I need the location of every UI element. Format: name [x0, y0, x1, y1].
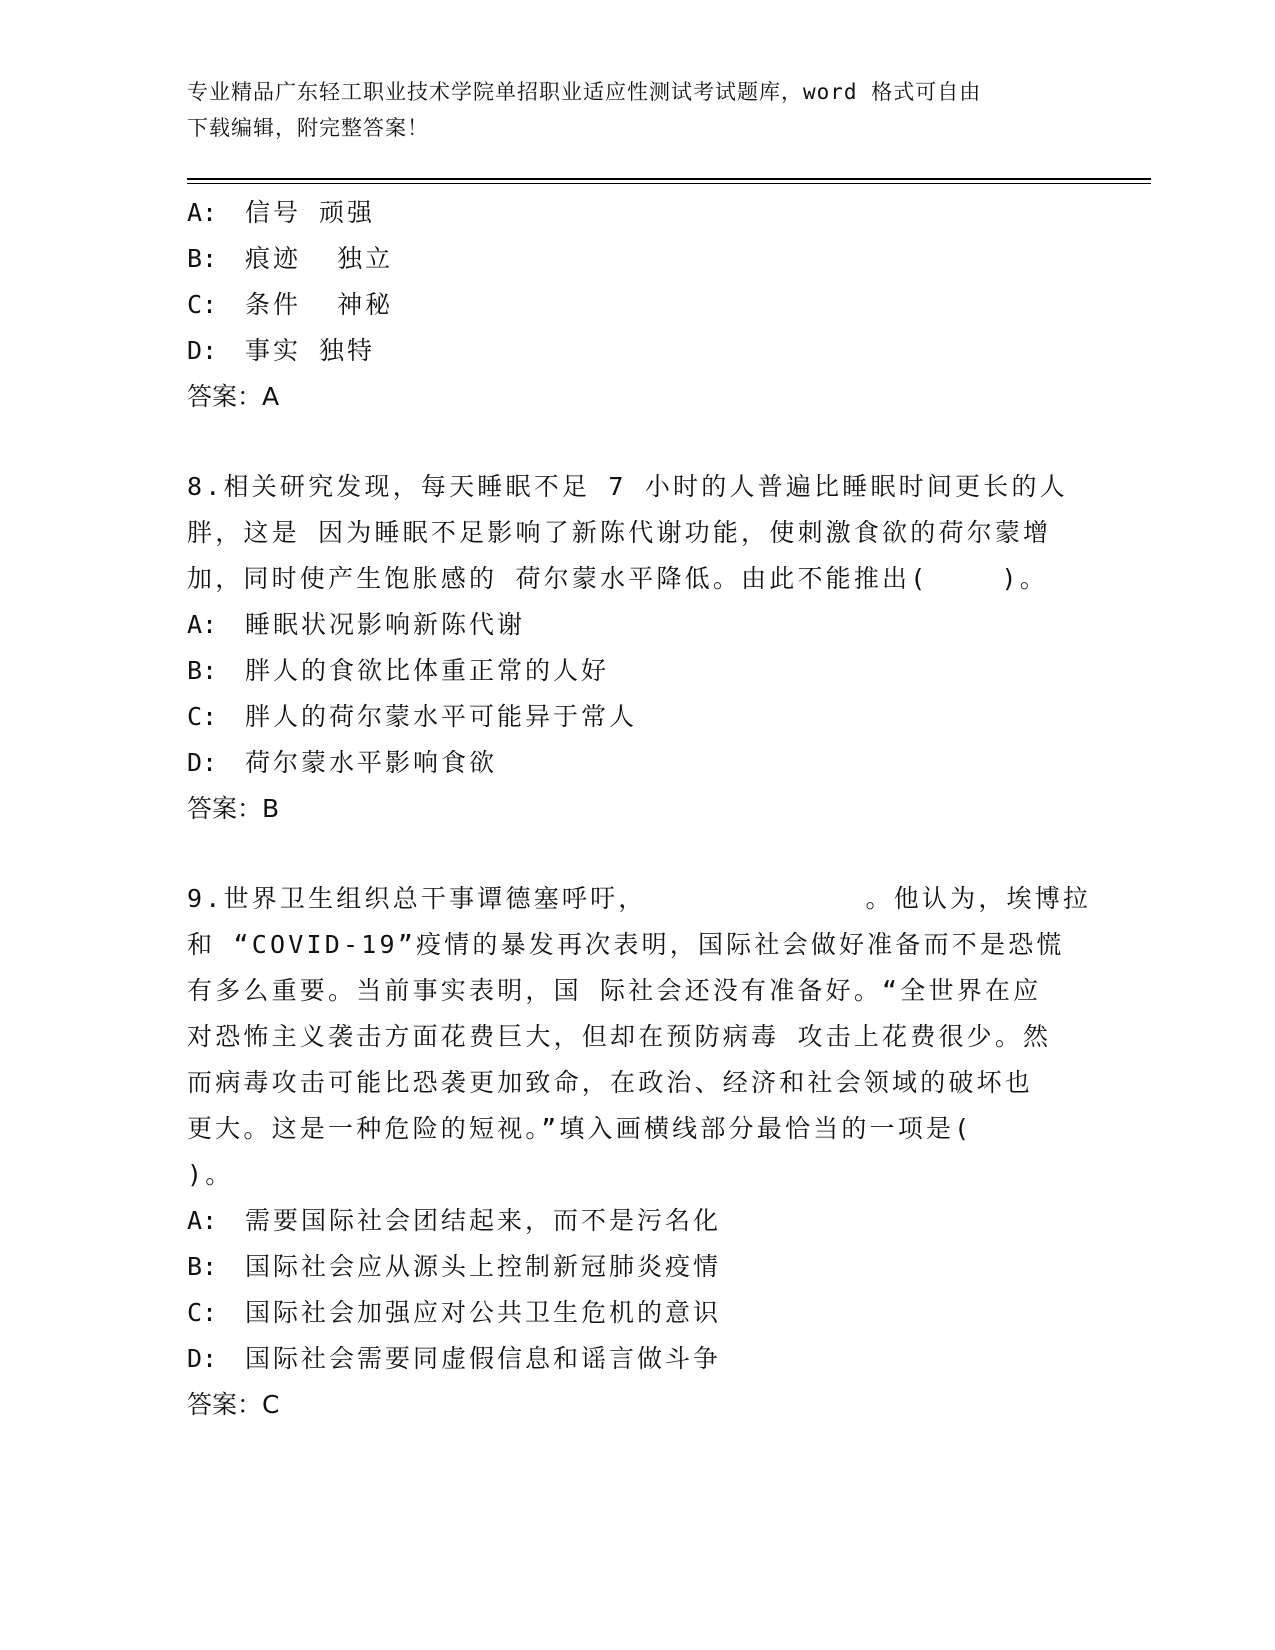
- option-text: 痕迹 独立: [245, 244, 394, 273]
- option-key: C:: [187, 702, 218, 731]
- option-key: D:: [187, 748, 218, 777]
- question-9-answer: 答案：C: [187, 1390, 280, 1419]
- option-a: [187, 190, 1087, 236]
- question-line: 加，同时使产生饱胀感的 荷尔蒙水平降低。由此不能推出( )。: [187, 564, 1048, 593]
- option-text: 胖人的荷尔蒙水平可能异于常人: [245, 702, 638, 731]
- option-key: D:: [187, 1344, 218, 1373]
- header-line-2: 下载编辑，附完整答案！: [187, 116, 429, 140]
- question-line: 更大。这是一种危险的短视。”填入画横线部分最恰当的一项是(: [187, 1114, 973, 1143]
- option-key: A:: [187, 198, 218, 227]
- question-9-stem: [187, 876, 1092, 1198]
- option-a: [187, 602, 1087, 648]
- option-a: [187, 1198, 1087, 1244]
- question-line: 胖，这是 因为睡眠不足影响了新陈代谢功能，使刺激食欲的荷尔蒙增: [187, 518, 1052, 547]
- option-key: B:: [187, 1252, 218, 1281]
- option-text: 事实 独特: [245, 336, 376, 365]
- option-d: [187, 740, 1087, 786]
- option-b: [187, 236, 1087, 282]
- header-rule-thin: [187, 183, 1151, 184]
- question-line: 8.相关研究发现，每天睡眠不足 7 小时的人普遍比睡眠时间更长的人: [187, 472, 1068, 501]
- option-b: [187, 648, 1087, 694]
- option-c: [187, 282, 1087, 328]
- option-text: 荷尔蒙水平影响食欲: [245, 748, 498, 777]
- option-c: [187, 694, 1087, 740]
- header-line-1: 专业精品广东轻工职业技术学院单招职业适应性测试考试题库，word 格式可自由: [187, 80, 982, 104]
- question-line: 而病毒攻击可能比恐袭更加致命，在政治、经济和社会领域的破坏也: [187, 1068, 1034, 1097]
- question-line: 对恐怖主义袭击方面花费巨大，但却在预防病毒 攻击上花费很少。然: [187, 1022, 1052, 1051]
- option-key: B:: [187, 656, 218, 685]
- question-8-options: [187, 602, 1087, 786]
- question-8-answer: 答案：B: [187, 794, 280, 823]
- question-7-options: [187, 190, 1087, 374]
- option-text: 国际社会应从源头上控制新冠肺炎疫情: [245, 1252, 722, 1281]
- option-key: B:: [187, 244, 218, 273]
- question-line: 9.世界卫生组织总干事谭德塞呼吁， 。他认为，埃博拉: [187, 884, 1092, 913]
- option-key: C:: [187, 290, 218, 319]
- option-key: A:: [187, 610, 218, 639]
- option-key: A:: [187, 1206, 218, 1235]
- option-d: [187, 1336, 1087, 1382]
- option-text: 国际社会加强应对公共卫生危机的意识: [245, 1298, 722, 1327]
- option-d: [187, 328, 1087, 374]
- option-text: 睡眠状况影响新陈代谢: [245, 610, 526, 639]
- option-key: D:: [187, 336, 218, 365]
- question-7-answer: 答案：A: [187, 382, 280, 411]
- option-text: 需要国际社会团结起来，而不是污名化: [245, 1206, 722, 1235]
- document-header: [187, 74, 1067, 146]
- option-b: [187, 1244, 1087, 1290]
- document-body: [187, 190, 1092, 1428]
- spacer: [187, 420, 1087, 464]
- option-key: C:: [187, 1298, 218, 1327]
- question-line: 和 “COVID-19”疫情的暴发再次表明，国际社会做好准备而不是恐慌: [187, 930, 1065, 959]
- option-text: 条件 神秘: [245, 290, 394, 319]
- option-text: 胖人的食欲比体重正常的人好: [245, 656, 610, 685]
- question-line: 有多么重要。当前事实表明，国 际社会还没有准备好。“全世界在应: [187, 976, 1042, 1005]
- option-text: 信号 顽强: [245, 198, 376, 227]
- question-line: )。: [187, 1160, 234, 1189]
- spacer: [187, 832, 1087, 876]
- question-9-options: [187, 1198, 1087, 1382]
- option-c: [187, 1290, 1087, 1336]
- question-8-stem: [187, 464, 1087, 602]
- option-text: 国际社会需要同虚假信息和谣言做斗争: [245, 1344, 722, 1373]
- header-rule-thick: [187, 178, 1151, 180]
